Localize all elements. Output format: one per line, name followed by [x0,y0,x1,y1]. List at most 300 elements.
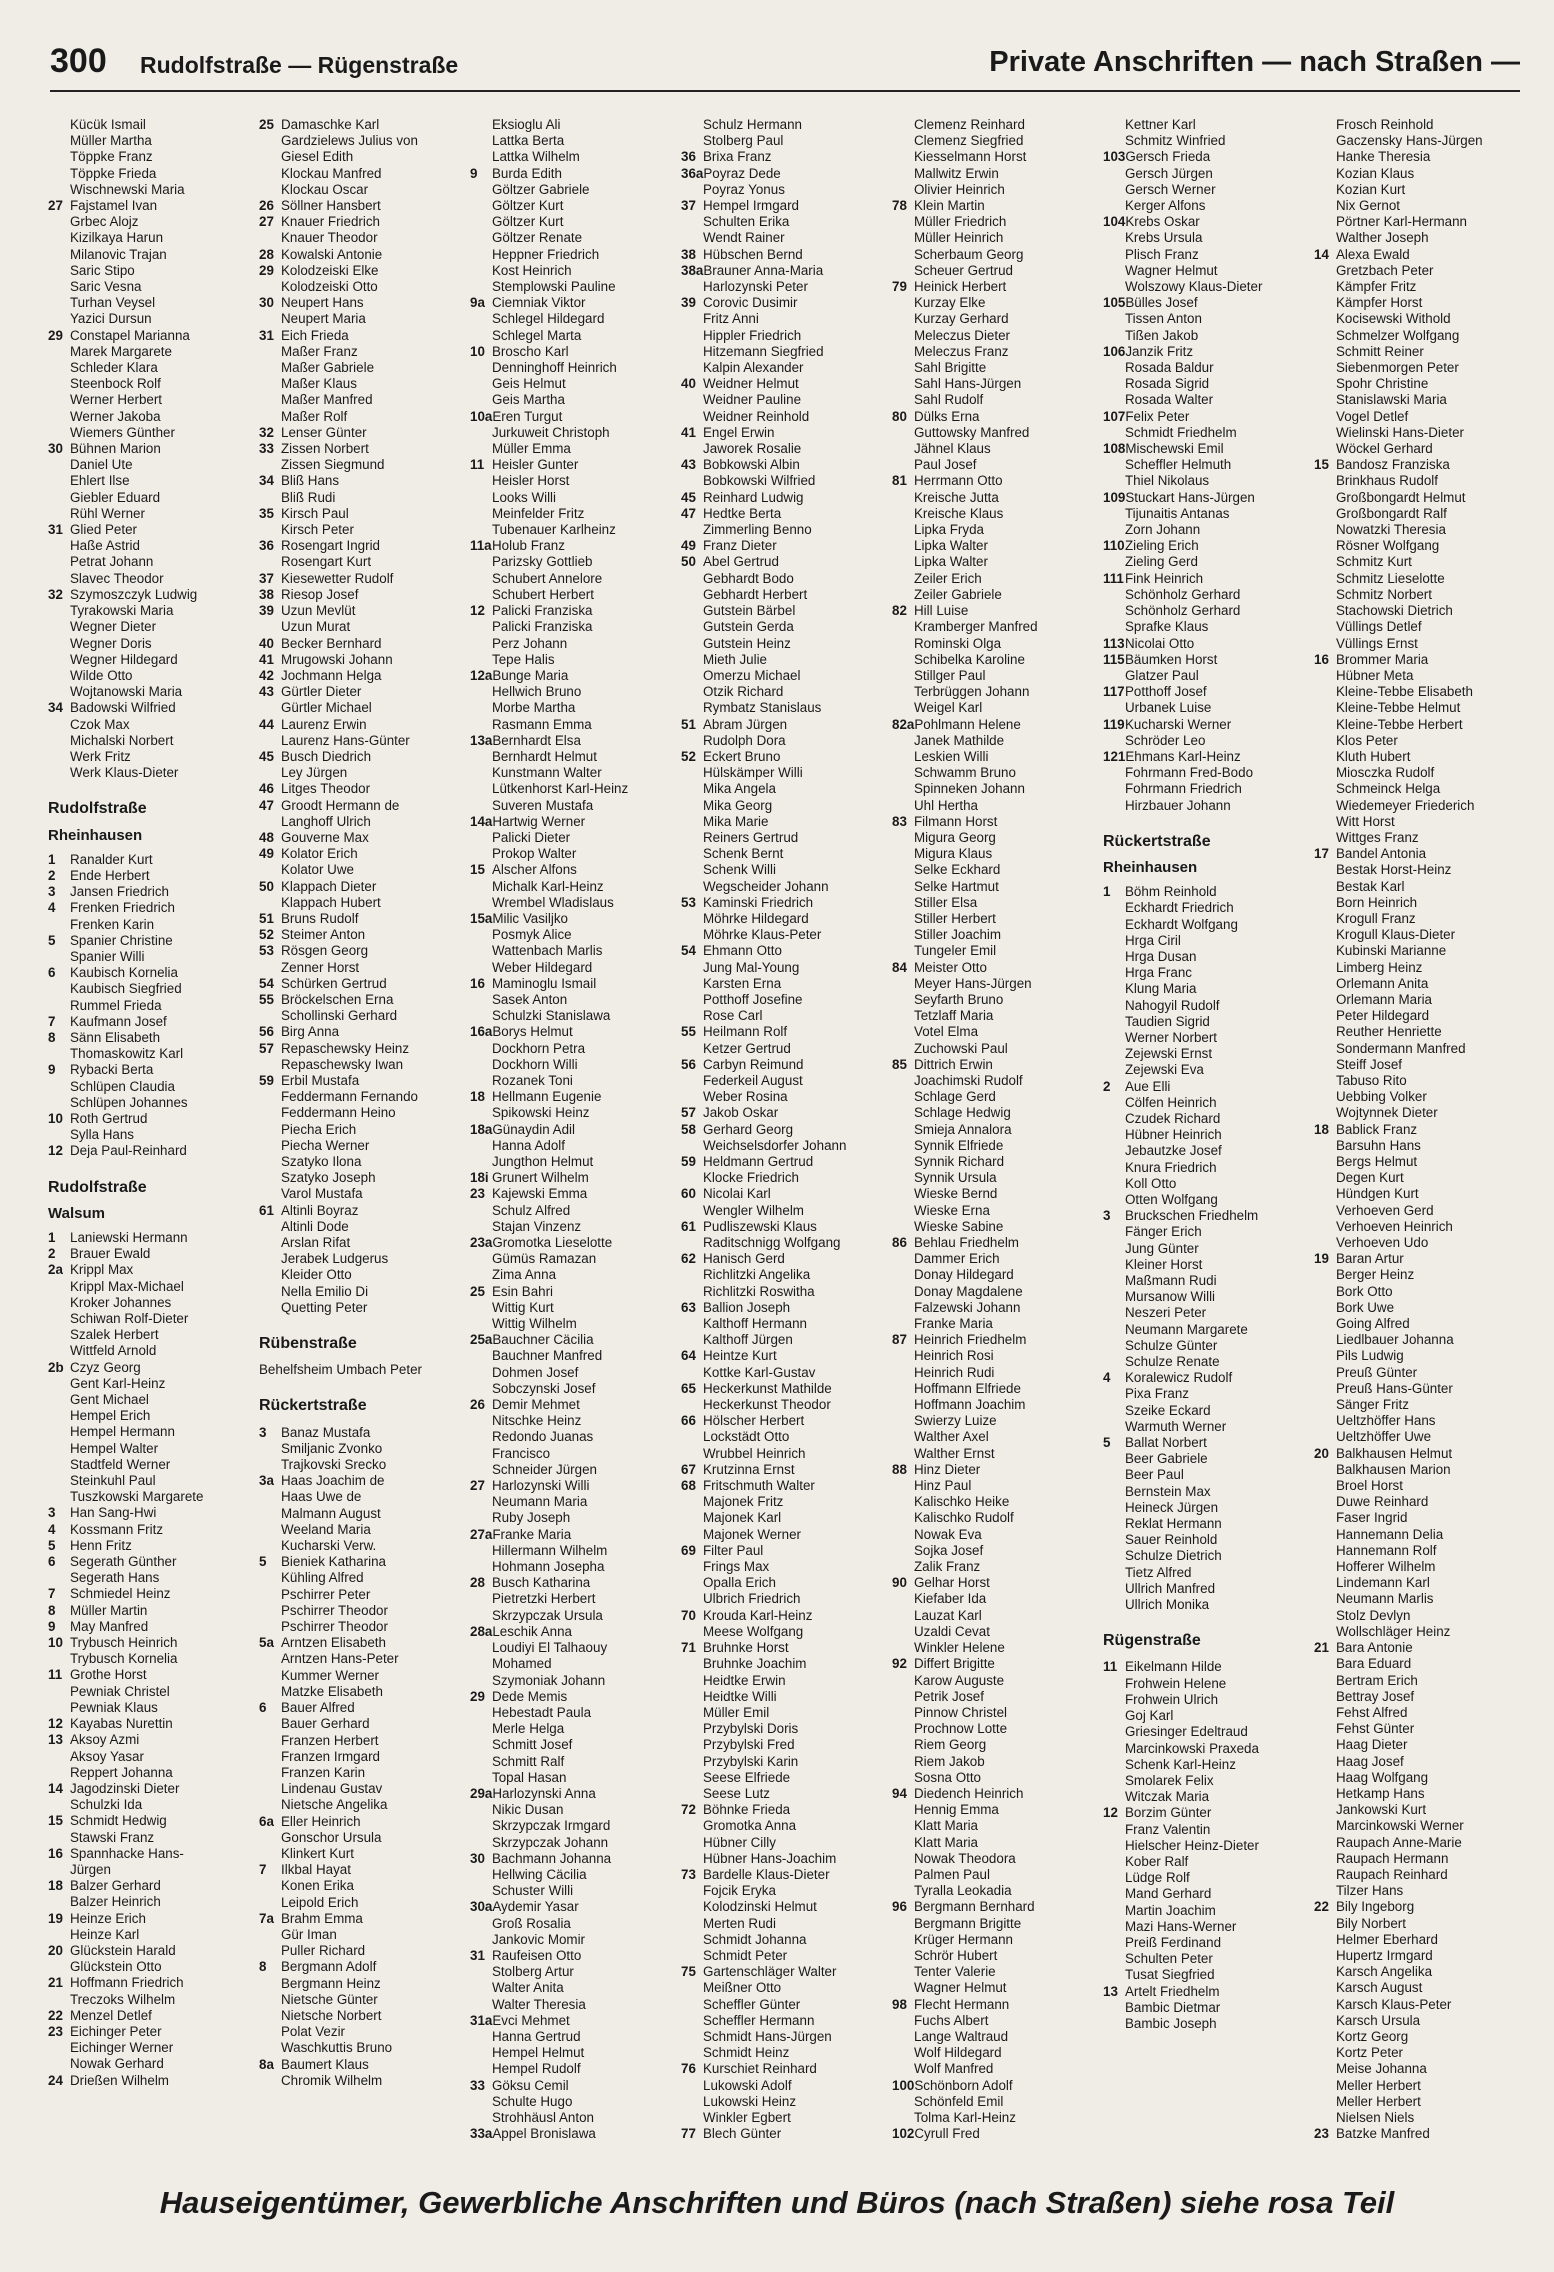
resident-name: Busch Diedrich [281,748,372,764]
house-number: 12 [48,1716,63,1732]
resident-name: Klappach Hubert [281,894,381,910]
resident-name: Brauner Anna-Maria [703,262,824,278]
resident-entry [48,1586,259,1602]
district-heading: Rheinhausen [1103,858,1198,876]
resident-name: Bruns Rudolf [281,910,359,926]
resident-name: Polat Vezir [281,2024,346,2040]
resident-entry [681,1251,892,1267]
resident-entry [470,1203,681,1219]
resident-name: Eichinger Werner [70,2040,174,2056]
house-number: 56 [259,1024,274,1040]
house-number: 9 [48,1062,56,1078]
resident-entry [259,522,470,538]
resident-entry [892,247,1103,263]
resident-entry [259,149,470,165]
resident-name: Schönfeld Emil [914,2093,1004,2109]
resident-entry [470,1024,681,1040]
resident-entry [259,1603,470,1619]
resident-name: Meleczus Franz [914,343,1009,359]
resident-name: Maßer Manfred [281,392,373,408]
resident-name: Kortz Peter [1336,2045,1403,2061]
resident-name: Szeike Eckard [1125,1402,1211,1418]
resident-name: Schulzki Stanislawa [492,1008,611,1024]
resident-name: Grothe Horst [70,1667,147,1683]
resident-name: Guttowsky Manfred [914,424,1030,440]
resident-entry [470,717,681,733]
resident-entry [681,1705,892,1721]
resident-name: Goj Karl [1125,1708,1174,1724]
resident-entry [1314,1316,1525,1332]
resident-entry [470,879,681,895]
resident-name: Preuß Günter [1336,1364,1418,1380]
resident-name: Paul Josef [914,457,977,473]
house-number: 77 [681,2126,696,2142]
resident-name: Evci Mehmet [492,2012,570,2028]
resident-name: Schulze Dietrich [1125,1548,1222,1564]
resident-entry [470,846,681,862]
resident-entry [48,1262,259,1278]
resident-entry [259,182,470,198]
resident-name: Raupach Hermann [1336,1850,1449,1866]
resident-entry [48,425,259,441]
resident-entry [681,2078,892,2094]
resident-entry [259,344,470,360]
resident-name: Kaubisch Kornelia [70,965,178,981]
resident-entry [1314,636,1525,652]
resident-entry [1103,425,1314,441]
resident-entry [681,360,892,376]
resident-entry [470,749,681,765]
resident-name: Prochnow Lotte [914,1721,1008,1737]
resident-name: Alscher Alfons [492,862,577,878]
resident-entry [1103,1984,1314,2000]
resident-name: Maßmann Rudi [1125,1273,1217,1289]
resident-entry [48,1079,259,1095]
resident-name: Sojka Josef [914,1542,984,1558]
resident-name: Bily Ingeborg [1336,1899,1415,1915]
resident-entry [681,1980,892,1996]
house-number: 2 [1103,1078,1111,1094]
resident-entry [1103,1854,1314,1870]
resident-name: Winkler Helene [914,1640,1005,1656]
house-number: 72 [681,1802,696,1818]
resident-entry [259,1765,470,1781]
resident-name: Kowalski Antonie [281,246,383,262]
resident-entry [892,295,1103,311]
resident-name: Kolator Erich [281,846,358,862]
resident-entry [1103,409,1314,425]
resident-name: Schlage Hedwig [914,1105,1011,1121]
resident-entry [681,1348,892,1364]
resident-entry [892,230,1103,246]
resident-entry [1103,2000,1314,2016]
resident-entry [259,1992,470,2008]
resident-name: Kühling Alfred [281,1570,364,1586]
resident-entry [470,992,681,1008]
resident-entry [1314,1300,1525,1316]
resident-entry [681,765,892,781]
house-number: 110 [1103,538,1125,554]
resident-entry [1314,846,1525,862]
resident-name: Bandosz Franziska [1336,457,1450,473]
resident-name: Heckerkunst Theodor [703,1397,831,1413]
resident-entry [48,1046,259,1062]
resident-entry [259,895,470,911]
resident-entry [1103,1967,1314,1983]
resident-entry [1314,1689,1525,1705]
resident-name: Kortz Georg [1336,2028,1409,2044]
resident-name: Bauchner Cäcilia [492,1332,594,1348]
resident-entry [681,133,892,149]
house-number: 38a [681,262,704,278]
resident-name: Majonek Werner [703,1526,801,1542]
resident-name: Göltzer Gabriele [492,181,590,197]
house-number: 17 [1314,846,1329,862]
resident-entry [892,879,1103,895]
resident-entry [1103,1822,1314,1838]
resident-entry [259,1668,470,1684]
resident-entry [1103,571,1314,587]
resident-entry [1103,392,1314,408]
resident-entry [681,295,892,311]
resident-name: Palicki Dieter [492,829,571,845]
resident-name: Spohr Christine [1336,376,1429,392]
resident-entry [470,587,681,603]
house-number: 24 [48,2072,63,2088]
house-number: 65 [681,1380,696,1396]
house-number: 30 [48,441,63,457]
resident-name: Gromotka Lieselotte [492,1235,613,1251]
resident-name: Wolf Hildegard [914,2045,1002,2061]
resident-entry [892,1429,1103,1445]
resident-entry [892,652,1103,668]
resident-entry [681,263,892,279]
resident-name: Differt Brigitte [914,1656,995,1672]
resident-name: Weber Hildegard [492,959,593,975]
resident-entry [470,522,681,538]
resident-entry [48,457,259,473]
resident-name: Neumann Margarete [1125,1321,1248,1337]
resident-entry [681,457,892,473]
resident-name: Quetting Peter [281,1299,368,1315]
resident-entry [1103,1484,1314,1500]
resident-name: Schulte Hugo [492,2093,573,2109]
resident-entry [1314,1802,1525,1818]
resident-name: Franz Valentin [1125,1821,1211,1837]
resident-entry [892,976,1103,992]
resident-name: Lindemann Karl [1336,1575,1430,1591]
resident-entry [470,441,681,457]
house-number: 3a [259,1473,274,1489]
resident-name: Tijunaitis Antanas [1125,505,1230,521]
resident-name: Scheffler Günter [703,1996,801,2012]
resident-name: May Manfred [70,1618,149,1634]
resident-name: Kroker Johannes [70,1294,172,1310]
resident-entry [1103,457,1314,473]
resident-name: Meißner Otto [703,1980,782,1996]
resident-entry [1103,684,1314,700]
resident-name: Born Heinrich [1336,894,1418,910]
resident-entry [1103,1951,1314,1967]
resident-name: Batzke Manfred [1336,2126,1430,2142]
resident-entry [1103,749,1314,765]
resident-entry [1103,1127,1314,1143]
resident-entry [1314,198,1525,214]
resident-entry [681,652,892,668]
resident-name: Riem Georg [914,1737,987,1753]
resident-entry [892,960,1103,976]
resident-name: Zissen Norbert [281,441,369,457]
resident-name: Bühnen Marion [70,441,161,457]
resident-name: Trajkovski Srecko [281,1457,387,1473]
resident-entry [1103,636,1314,652]
house-number: 58 [681,1121,696,1137]
resident-entry [48,1392,259,1408]
resident-name: Kummer Werner [281,1667,379,1683]
resident-name: Perz Johann [492,635,568,651]
resident-entry [1314,1624,1525,1640]
house-number: 52 [259,927,274,943]
resident-name: Weber Rosina [703,1089,788,1105]
resident-name: Beer Gabriele [1125,1451,1208,1467]
resident-entry [470,1267,681,1283]
resident-name: Bestak Karl [1336,878,1405,894]
resident-name: Schürken Gertrud [281,975,387,991]
resident-name: Nielsen Niels [1336,2109,1415,2125]
resident-name: Bobkowski Albin [703,457,800,473]
resident-name: Schmitz Norbert [1336,586,1432,602]
resident-entry [48,1311,259,1327]
resident-entry [259,1943,470,1959]
resident-name: Bergmann Bernhard [914,1899,1035,1915]
resident-name: Raupach Anne-Marie [1336,1834,1462,1850]
resident-name: Raupach Reinhard [1336,1866,1448,1882]
resident-entry [259,425,470,441]
resident-entry [48,571,259,587]
resident-entry [892,133,1103,149]
resident-name: Mallwitz Erwin [914,165,999,181]
resident-entry [1314,1721,1525,1737]
resident-name: Szymoszczyk Ludwig [70,586,198,602]
resident-entry [259,1506,470,1522]
resident-name: Meinfelder Fritz [492,505,585,521]
resident-name: Groodt Hermann de [281,797,400,813]
resident-name: Altinli Dode [281,1218,349,1234]
resident-entry [681,2110,892,2126]
resident-name: Badowski Wilfried [70,700,176,716]
house-number: 2 [48,1246,56,1262]
resident-name: Hippler Friedrich [703,327,802,343]
resident-entry [48,295,259,311]
house-number: 37 [681,198,696,214]
resident-entry [259,652,470,668]
resident-name: Hinz Dieter [914,1461,981,1477]
resident-entry [48,636,259,652]
resident-name: Kozian Kurt [1336,181,1406,197]
resident-entry [1103,1257,1314,1273]
resident-entry [48,1797,259,1813]
resident-entry [259,1073,470,1089]
resident-entry [470,862,681,878]
resident-name: Günaydin Adil [492,1121,575,1137]
resident-entry [259,1797,470,1813]
resident-name: Holub Franz [492,538,565,554]
resident-name: Leschik Anna [492,1623,573,1639]
resident-entry [681,376,892,392]
resident-name: Wegner Dieter [70,619,157,635]
house-number: 55 [681,1024,696,1040]
resident-entry [1103,933,1314,949]
resident-name: Duwe Reinhard [1336,1494,1429,1510]
resident-entry [681,911,892,927]
resident-entry: Behelfsheim Umbach Peter [259,1362,422,1378]
resident-name: Rosada Sigrid [1125,376,1210,392]
resident-name: Fohrmann Friedrich [1125,781,1242,797]
resident-entry [681,1073,892,1089]
resident-name: Eichinger Peter [70,2023,162,2039]
resident-entry [1314,263,1525,279]
resident-entry [1103,133,1314,149]
resident-name: Kunstmann Walter [492,765,602,781]
resident-entry [681,344,892,360]
resident-name: Heinick Herbert [914,279,1007,295]
resident-name: Parizsky Gottlieb [492,554,593,570]
resident-entry [1314,1235,1525,1251]
resident-entry [48,700,259,716]
resident-name: Seyfarth Bruno [914,991,1004,1007]
resident-name: Frings Max [703,1559,770,1575]
resident-name: Gouverne Max [281,829,369,845]
resident-name: Plisch Franz [1125,246,1199,262]
resident-name: Gartenschläger Walter [703,1964,837,1980]
resident-entry [681,441,892,457]
resident-name: Fuchs Albert [914,2012,989,2028]
resident-name: Tißen Jakob [1125,327,1199,343]
resident-entry [48,1127,259,1143]
resident-name: Dohmen Josef [492,1364,579,1380]
resident-name: Wittges Franz [1336,829,1419,845]
resident-name: Neumann Maria [492,1494,588,1510]
resident-name: Weidner Pauline [703,392,802,408]
resident-entry [259,198,470,214]
resident-name: Wrubbel Heinrich [703,1445,806,1461]
resident-name: Franz Dieter [703,538,777,554]
house-number: 53 [259,943,274,959]
resident-entry [259,1008,470,1024]
house-number: 23 [48,2023,63,2039]
resident-entry [48,652,259,668]
resident-name: Orlemann Maria [1336,991,1432,1007]
resident-entry [259,668,470,684]
resident-name: Esin Bahri [492,1283,554,1299]
resident-name: Lüdge Rolf [1125,1870,1190,1886]
resident-entry [892,636,1103,652]
resident-entry [48,1295,259,1311]
resident-name: Roth Gertrud [70,1110,148,1126]
resident-entry [1103,263,1314,279]
resident-entry [681,1964,892,1980]
resident-entry [892,1413,1103,1429]
resident-name: Maßer Rolf [281,408,348,424]
resident-name: Kurzay Gerhard [914,311,1009,327]
resident-entry [1103,1176,1314,1192]
resident-name: Zeiler Erich [914,570,982,586]
resident-entry [681,1186,892,1202]
resident-entry [1314,1640,1525,1656]
resident-entry [48,1376,259,1392]
house-number: 30a [470,1899,493,1915]
resident-entry [681,2094,892,2110]
resident-name: Michalk Karl-Heinz [492,878,604,894]
house-number: 3 [48,1505,56,1521]
resident-entry [1103,1773,1314,1789]
resident-name: Kramberger Manfred [914,619,1038,635]
resident-name: Gürtler Michael [281,700,372,716]
resident-name: Uzun Murat [281,619,351,635]
resident-entry [681,117,892,133]
resident-name: Nietsche Angelika [281,1797,388,1813]
resident-entry [1103,781,1314,797]
resident-name: Krippl Max [70,1262,134,1278]
house-number: 14 [48,1780,63,1796]
resident-name: Kleine-Tebbe Helmut [1336,700,1461,716]
resident-name: Böhnke Frieda [703,1802,791,1818]
resident-name: Jung Günter [1125,1240,1199,1256]
resident-name: Scheffler Helmuth [1125,457,1232,473]
house-number: 76 [681,2061,696,2077]
resident-entry [892,263,1103,279]
resident-entry [470,1754,681,1770]
resident-entry [48,1992,259,2008]
resident-entry [1314,927,1525,943]
resident-entry [1103,1224,1314,1240]
resident-entry [48,247,259,263]
resident-entry [892,1527,1103,1543]
resident-entry [681,1381,892,1397]
resident-entry [1103,2016,1314,2032]
resident-entry [1314,1754,1525,1770]
resident-name: Bauchner Manfred [492,1348,603,1364]
resident-name: Schulze Renate [1125,1354,1220,1370]
resident-entry [259,1522,470,1538]
resident-name: Weichselsdorfer Johann [703,1137,847,1153]
resident-entry [470,2029,681,2045]
resident-entry [1103,700,1314,716]
resident-entry [470,409,681,425]
resident-name: Haag Wolfgang [1336,1769,1429,1785]
resident-entry [470,457,681,473]
resident-entry [259,1814,470,1830]
resident-name: Schmidt Hans-Jürgen [703,2028,832,2044]
resident-entry [892,2110,1103,2126]
resident-name: Pörtner Karl-Hermann [1336,214,1467,230]
resident-name: Tubenauer Karlheinz [492,522,616,538]
resident-name: Kottke Karl-Gustav [703,1364,816,1380]
resident-entry [48,1030,259,1046]
resident-entry [892,149,1103,165]
house-number: 96 [892,1899,907,1915]
resident-name: Feddermann Heino [281,1105,396,1121]
house-number: 98 [892,1996,907,2012]
resident-name: Franke Maria [492,1526,572,1542]
resident-name: Knauer Friedrich [281,214,380,230]
resident-name: Pohlmann Helene [914,716,1021,732]
resident-entry [892,554,1103,570]
house-number: 4 [48,1521,56,1537]
resident-name: Eckhardt Wolfgang [1125,916,1238,932]
resident-name: Ullrich Manfred [1125,1580,1216,1596]
resident-entry [259,1154,470,1170]
